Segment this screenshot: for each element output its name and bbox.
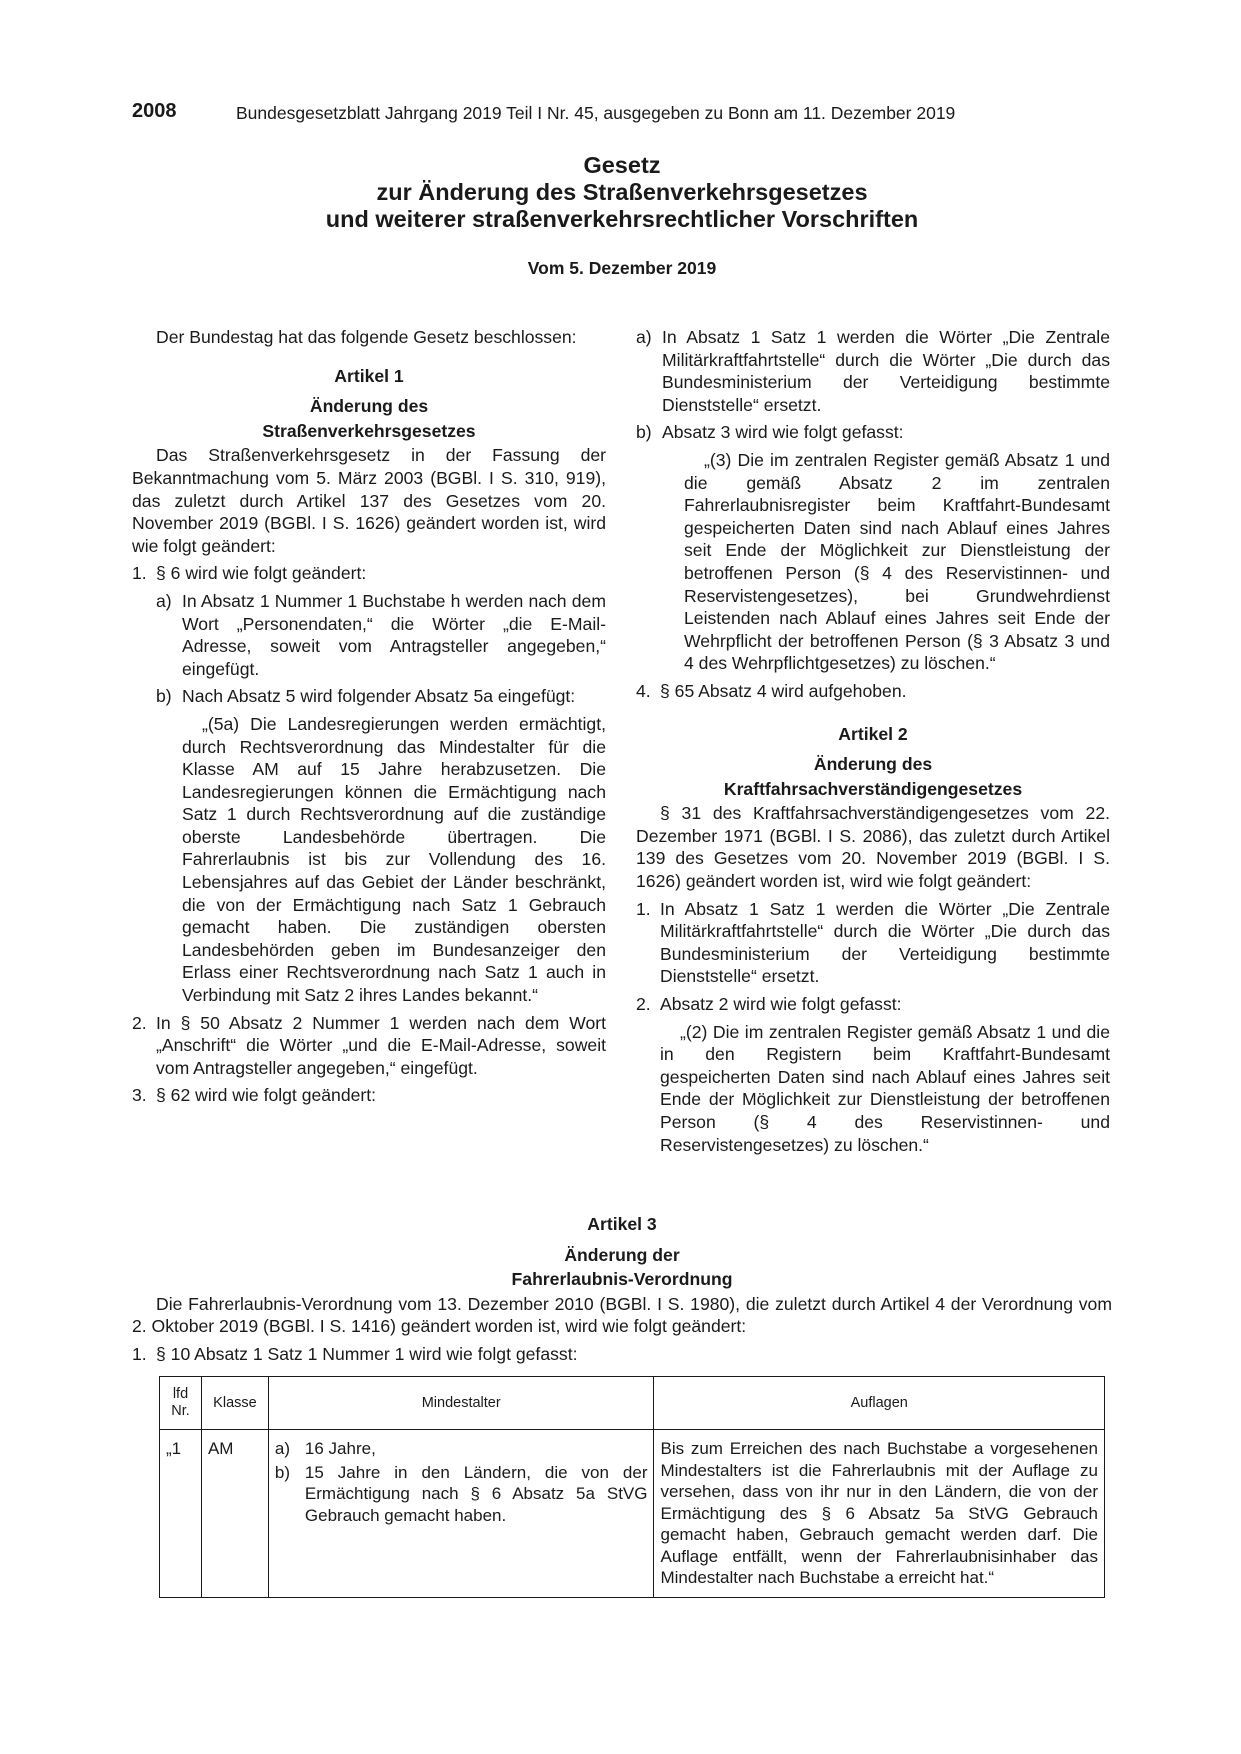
header-lfd: lfd <box>172 1386 189 1402</box>
article-1-item-1a <box>132 590 606 680</box>
page-number: 2008 <box>132 100 177 122</box>
article-2-intro: § 31 des Kraftfahrsachverständigengesetzes vom 22. Dezember 1971 (BGBl. I S. 2086), das zuletzt durch Artikel 139 des Gesetzes vom 20. November 2019 (BGBl. I S. 1626) geändert worden ist, wird wie folgt geändert: <box>636 803 1110 892</box>
item-text: § 6 wird wie folgt geändert: <box>156 563 367 584</box>
subitem-letter: a) <box>636 327 652 347</box>
article-3-subtitle-1: Änderung der <box>564 1244 680 1265</box>
item-number: 2. <box>132 1012 147 1033</box>
item-text: § 65 Absatz 4 wird aufgehoben. <box>660 680 907 701</box>
law-title <box>132 152 1112 233</box>
subitem-text: 16 Jahre, <box>304 1439 376 1458</box>
article-2-subtitle-2: Kraftfahrsachverständigengesetzes <box>723 778 1023 799</box>
item-number: 1. <box>636 898 651 919</box>
item-text: § 62 wird wie folgt geändert: <box>156 1085 377 1106</box>
article-1-heading: Artikel 1 <box>334 365 404 386</box>
table-header-row <box>160 1377 1105 1430</box>
article-3-heading: Artikel 3 <box>587 1214 657 1234</box>
article-1-item-1b <box>132 685 606 708</box>
mindestalter-b <box>275 1462 648 1527</box>
article-3-item-1 <box>132 1343 1112 1366</box>
item-number: 2. <box>636 994 651 1015</box>
article-1-subtitle-2: Straßenverkehrsgesetzes <box>262 420 476 441</box>
subitem-letter: b) <box>636 422 652 443</box>
subitem-text: In Absatz 1 Nummer 1 Buchstabe h werden nach dem Wort „Personendaten,“ die Wörter „die E-Mail-Adresse, soweit vom Antragsteller angegeben,“ eingefügt. <box>182 590 606 679</box>
cell-nr: „1 <box>160 1430 202 1598</box>
article-1-intro: Das Straßenverkehrsgesetz in der Fassung der Bekanntmachung vom 5. März 2003 (BGBl. I S. 310, 919), das zuletzt durch Artikel 137 des Gesetzes vom 20. November 2019 (BGBl. I S. 1626) geändert worden ist, wird wie folgt geändert: <box>132 445 606 556</box>
item-text: Absatz 2 wird wie folgt gefasst: <box>660 994 902 1015</box>
subitem-letter: b) <box>156 686 172 707</box>
subitem-text: In Absatz 1 Satz 1 werden die Wörter „Die Zentrale Militärkraftfahrtstelle“ durch die Wörter „Die durch das Bundesministerium der Verteidigung bestimmte Dienststelle“ ersetzt. <box>662 327 1110 415</box>
item-number: 4. <box>636 680 651 701</box>
quoted-paragraph-2: „(2) Die im zentralen Register gemäß Absatz 1 und die in den Registern beim Kraftfahrt-Bundesamt gespeicherten Daten sind nach Ablauf eines Jahres seit Ende der Möglichkeit zur Dienstleistung der betroffenen Person (§ 4 des Reservistinnen- und Reservistengesetzes) zu löschen.“ <box>660 1021 1110 1155</box>
title-line-1: Gesetz <box>583 152 661 178</box>
title-line-3: und weiterer straßenverkehrsrechtlicher Vorschriften <box>325 206 919 232</box>
header-klasse: Klasse <box>201 1377 268 1430</box>
item-text: § 10 Absatz 1 Satz 1 Nummer 1 wird wie folgt gefasst: <box>156 1343 578 1364</box>
subitem-letter: b) <box>274 1462 291 1482</box>
left-column <box>132 326 606 1112</box>
title-line-2: zur Änderung des Straßenverkehrsgesetzes <box>376 179 868 205</box>
article-2-subtitle-1: Änderung des <box>813 754 933 775</box>
mindestalter-a <box>275 1438 648 1460</box>
preamble: Der Bundestag hat das folgende Gesetz beschlossen: <box>156 327 577 347</box>
article-2-item-2 <box>636 993 1110 1016</box>
subitem-letter: a) <box>274 1439 291 1458</box>
item-text: In Absatz 1 Satz 1 werden die Wörter „Die Zentrale Militärkraftfahrtstelle“ durch die Wörter „Die durch das Bundesministerium der Verteidigung bestimmte Dienststelle“ ersetzt. <box>660 898 1110 987</box>
item-number: 1. <box>132 563 147 584</box>
article-2-item-1 <box>636 898 1110 988</box>
item-number: 3. <box>132 1085 147 1106</box>
article-1-item-2 <box>132 1012 606 1080</box>
article-1-item-1 <box>132 562 606 585</box>
header-text: Bundesgesetzblatt Jahrgang 2019 Teil I Nr. 45, ausgegeben zu Bonn am 11. Dezember 2019 <box>236 103 956 123</box>
article-1-item-3 <box>132 1084 606 1107</box>
item-number: 1. <box>132 1343 147 1364</box>
subitem-text: Nach Absatz 5 wird folgender Absatz 5a eingefügt: <box>182 686 576 707</box>
header-mindestalter: Mindestalter <box>268 1377 654 1430</box>
header-nr: Nr. <box>171 1403 190 1419</box>
article-1-item-3b <box>636 421 1110 444</box>
subitem-text: 15 Jahre in den Ländern, die von der Ermächtigung nach § 6 Absatz 5a StVG Gebrauch gemacht haben. <box>304 1462 648 1525</box>
subitem-letter: a) <box>156 590 172 611</box>
cell-klasse: AM <box>201 1430 268 1598</box>
mindestalter-table <box>159 1376 1105 1598</box>
table-row <box>160 1430 1105 1598</box>
cell-mindestalter <box>268 1430 654 1598</box>
article-3 <box>132 1213 1112 1371</box>
right-column <box>636 326 1110 1161</box>
article-3-intro: Die Fahrerlaubnis-Verordnung vom 13. Dezember 2010 (BGBl. I S. 1980), die zuletzt durch Artikel 4 der Verordnung vom 2. Oktober 2019 (BGBl. I S. 1416) geändert worden ist, wird wie folgt geändert: <box>132 1293 1112 1337</box>
article-3-subtitle-2: Fahrerlaubnis-Verordnung <box>511 1269 733 1290</box>
subitem-text: Absatz 3 wird wie folgt gefasst: <box>662 422 904 443</box>
item-text: In § 50 Absatz 2 Nummer 1 werden nach dem Wort „Anschrift“ die Wörter „und die E-Mail-Adresse, soweit vom Antragsteller angegeben,“ eingefügt. <box>156 1012 606 1078</box>
article-1-subtitle-1: Änderung des <box>309 396 429 417</box>
article-1-item-3a <box>636 326 1110 416</box>
article-1-item-4 <box>636 680 1110 703</box>
quoted-paragraph-3: „(3) Die im zentralen Register gemäß Absatz 1 und die gemäß Absatz 2 im zentralen Fahrerlaubnisregister beim Kraftfahrt-Bundesamt gespeicherten Daten sind nach Ablauf eines Jahres seit Ende der Möglichkeit zur Dienstleistung der betroffenen Person (§ 4 des Reservistinnen- und Reservistengesetzes), bei Grundwehrdienst Leistenden nach Ablauf eines Jahres seit Ende der Wehrpflicht der betroffenen Person (§ 3 Absatz 3 und 4 des Wehrpflichtgesetzes) zu löschen.“ <box>684 449 1110 674</box>
law-date: Vom 5. Dezember 2019 <box>527 258 717 278</box>
header-auflagen: Auflagen <box>654 1377 1105 1430</box>
quoted-paragraph-5a: „(5a) Die Landesregierungen werden ermächtigt, durch Rechtsverordnung das Mindestalter für die Klasse AM auf 15 Jahre herabzusetzen. Die Landesregierungen können die Ermächtigung nach Satz 1 durch Rechtsverordnung auf die zuständige oberste Landesbehörde übertragen. Die Fahrerlaubnis ist bis zur Vollendung des 16. Lebensjahres auf das Gebiet der Länder beschränkt, die von der Ermächtigung nach Satz 1 Gebrauch gemacht haben. Die zuständigen obersten Landesbehörden geben im Bundesanzeiger den Erlass einer Rechtsverordnung nach Satz 1 auch in Verbindung mit Satz 2 ihres Landes bekannt.“ <box>182 713 606 1006</box>
header-lfd-nr <box>160 1377 202 1430</box>
article-2-heading: Artikel 2 <box>838 723 908 744</box>
cell-auflagen: Bis zum Erreichen des nach Buchstabe a vorgesehenen Mindestalters ist die Fahrerlaubnis mit der Auflage zu versehen, dass von ihr nur in den Ländern, die von der Ermächtigung des § 6 Absatz 5a StVG Gebrauch gemacht haben, Gebrauch gemacht werden darf. Die Auflage entfällt, wenn der Fahrerlaubnisinhaber das Mindestalter nach Buchstabe a erreicht hat.“ <box>654 1430 1105 1598</box>
